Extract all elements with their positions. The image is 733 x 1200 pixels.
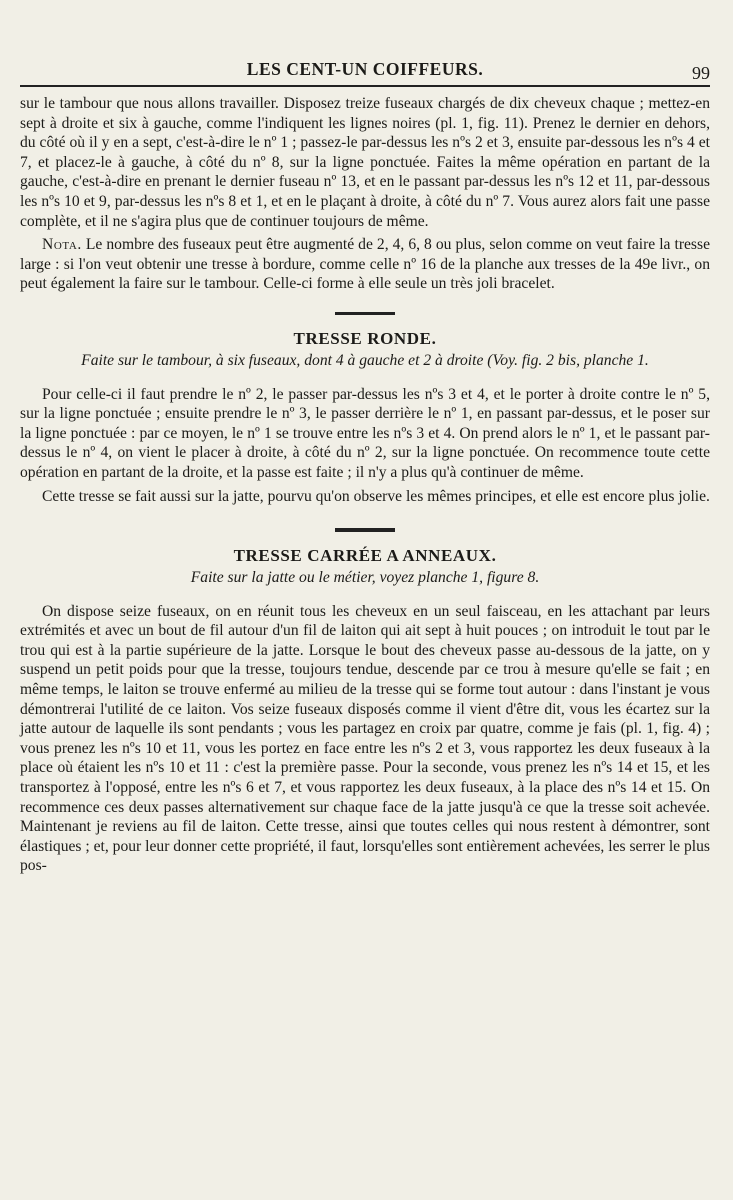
section-title-tresse-carree: TRESSE CARRÉE A ANNEAUX. <box>233 546 497 566</box>
section-subtitle-tresse-carree: Faite sur la jatte ou le métier, voyez planche 1, figure 8. <box>190 568 540 586</box>
section-divider <box>335 312 395 315</box>
tresse-ronde-paragraph: Pour celle-ci il faut prendre le nº 2, le passer par-dessus les nºs 3 et 4, et le porter à droite contre le nº 5, sur la ligne ponctuée ; ensuite prendre le nº 3, le passer derrière le nº 1, en passant par-dessus, et le poser sur la ligne ponctuée : par ce moyen, le nº 1 se trouve entre les nºs 3 et 4. On prend alors le nº 1, et le passant par-dessus le nº 4, on vient le placer à droite, à côté du nº 2, sur la ligne ponctuée. On recommence toute cette opération en partant de la droite, et la passe est faite ; il n'y a plus qu'à continuer de même. <box>20 385 710 481</box>
section-title-tresse-ronde: TRESSE RONDE. <box>293 328 437 348</box>
page-header <box>20 55 710 87</box>
tresse-ronde-paragraph: Cette tresse se fait aussi sur la jatte, pourvu qu'on observe les mêmes principes, et elle est encore plus jolie. <box>42 487 710 505</box>
section-subtitle-tresse-ronde: Faite sur le tambour, à six fuseaux, dont 4 à gauche et 2 à droite (Voy. fig. 2 bis, planche 1. <box>81 351 649 369</box>
section-divider <box>335 528 395 532</box>
nota-label: Nota. <box>42 236 82 254</box>
tresse-carree-paragraph: On dispose seize fuseaux, on en réunit tous les cheveux en un seul faisceau, en les attachant par leurs extrémités et avec un bout de fil autour d'un fil de laiton qui ait sept à huit pouces ; on introduit le tout par le trou qui est à la partie supérieure de la jatte. Lorsque le bout des cheveux passe au-dessous de la jatte, on y suspend un petit poids pour que la tresse, toujours tendue, descende par ce trou à mesure qu'elle se fait ; en même temps, le laiton se trouve enfermé au milieu de la tresse qui se forme tout autour : dans l'instant je vous démontrerai l'utilité de ce laiton. Vos seize fuseaux disposés comme il vient d'être dit, vous les écartez sur la jatte autour de laquelle ils sont pendants ; vous les partagez en croix par quatre, comme je fais (pl. 1, fig. 4) ; vous prenez les nºs 10 et 11, vous les portez en face entre les nºs 2 et 3, vous rapportez les deux fuseaux à la place où étaient les nºs 10 et 11 : c'est la première passe. Pour la seconde, vous prenez les nºs 14 et 15, et les transportez à l'opposé, entre les nºs 6 et 7, et vous rapportez les deux fuseaux, à la place des nºs 14 et 15. On recommence ces deux passes alternativement sur chaque face de la jatte jusqu'à ce que la tresse soit achevée. Maintenant je reviens au fil de laiton. Cette tresse, ainsi que toutes celles qui nous restent à démontrer, sont élastiques ; et, pour leur donner cette propriété, il faut, lorsqu'elles sont entièrement achevées, les serrer le plus pos- <box>20 602 710 875</box>
running-title: LES CENT-UN COIFFEURS. <box>246 59 484 79</box>
page-body <box>20 94 710 880</box>
intro-paragraph: sur le tambour que nous allons travailler. Disposez treize fuseaux chargés de dix cheveux chaque ; mettez-en sept à droite et six à gauche, comme l'indiquent les lignes noires (pl. 1, fig. 11). Prenez le dernier en dehors, du côté où il y en a sept, c'est-à-dire le nº 1 ; passez-le par-dessus les nºs 2 et 3, ensuite par-dessous les nºs 4 et 7, et placez-le à gauche, à côté du nº 8, sur la ligne ponctuée. Faites la même opération en partant de la gauche, c'est-à-dire en prenant le dernier fuseau nº 13, et en le passant par-dessus les nºs 12 et 11, par-dessous les nºs 10 et 9, par-dessus les nºs 8 et 1, et en le plaçant à droite, à côté du nº 7. Vous aurez alors fait une passe complète, et il ne s'agira plus que de continuer toujours de même. <box>20 95 710 230</box>
nota-text: Le nombre des fuseaux peut être augmenté de 2, 4, 6, 8 ou plus, selon comme on veut faire la tresse large : si l'on veut obtenir une tresse à bordure, comme celle nº 16 de la planche aux tresses de la 49e livr., on peut également la faire sur le tambour. Celle-ci forme à elle seule un très joli bracelet. <box>20 236 710 293</box>
page-number: 99 <box>692 63 710 83</box>
nota-paragraph <box>20 235 710 294</box>
